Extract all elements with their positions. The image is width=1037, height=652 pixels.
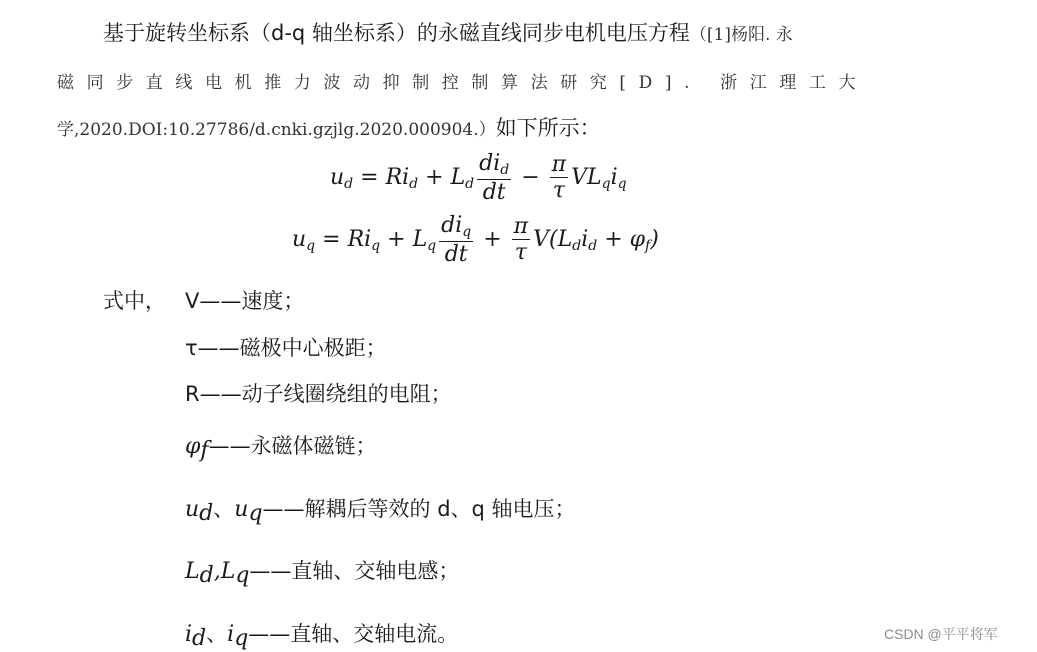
definition-id-iq: $i_d$、$i_q——$直轴、交轴电流。: [185, 622, 459, 651]
equation-uq: $u_q = Ri_q + L_q$ $\frac{di_q}{dt}$ + $\frac{\pi}{\tau}$ $V(L_di_d + \varphi_f)$: [292, 213, 659, 267]
fraction-did-dt: $\frac{di_d}{dt}$: [479, 151, 510, 205]
citation-start: （[1]杨阳. 永: [689, 25, 793, 45]
fraction-pi-tau-2: $\frac{\pi}{\tau}$: [513, 214, 529, 266]
definition-r: R——动子线圈绕组的电阻；: [185, 382, 452, 406]
intro-line-1-text: 基于旋转坐标系（d-q 轴坐标系）的永磁直线同步电机电压方程: [103, 21, 690, 45]
definitions-lead: 式中，: [103, 289, 166, 313]
intro-line-3-text: 如下所示：: [495, 116, 601, 140]
definition-tau: τ——磁极中心极距；: [185, 336, 387, 360]
intro-line-2: 磁同步直线电机推力波动抑制控制算法研究[D]. 浙江理工大: [57, 73, 869, 93]
definition-v: V——速度；: [185, 289, 305, 313]
fraction-diq-dt: $\frac{di_q}{dt}$: [441, 213, 472, 267]
intro-line-3: [57, 112, 601, 142]
definition-ld-lq: $L_d,L_q——$直轴、交轴电感；: [185, 559, 460, 588]
definition-ud-uq: $u_d$、$u_q——$解耦后等效的 d、q 轴电压；: [185, 497, 576, 526]
citation-end: 学,2020.DOI:10.27786/d.cnki.gzjlg.2020.000904.）: [57, 120, 496, 140]
intro-line-1: [103, 17, 793, 47]
definition-phi-f: $\varphi_f——$永磁体磁链；: [185, 434, 377, 463]
equation-ud: $u_d = Ri_d + L_d$ $\frac{di_d}{dt}$ − $\frac{\pi}{\tau}$ $VL_qi_q$: [330, 151, 627, 205]
fraction-pi-tau: $\frac{\pi}{\tau}$: [551, 152, 567, 204]
csdn-watermark: CSDN @平平将军: [884, 626, 998, 642]
